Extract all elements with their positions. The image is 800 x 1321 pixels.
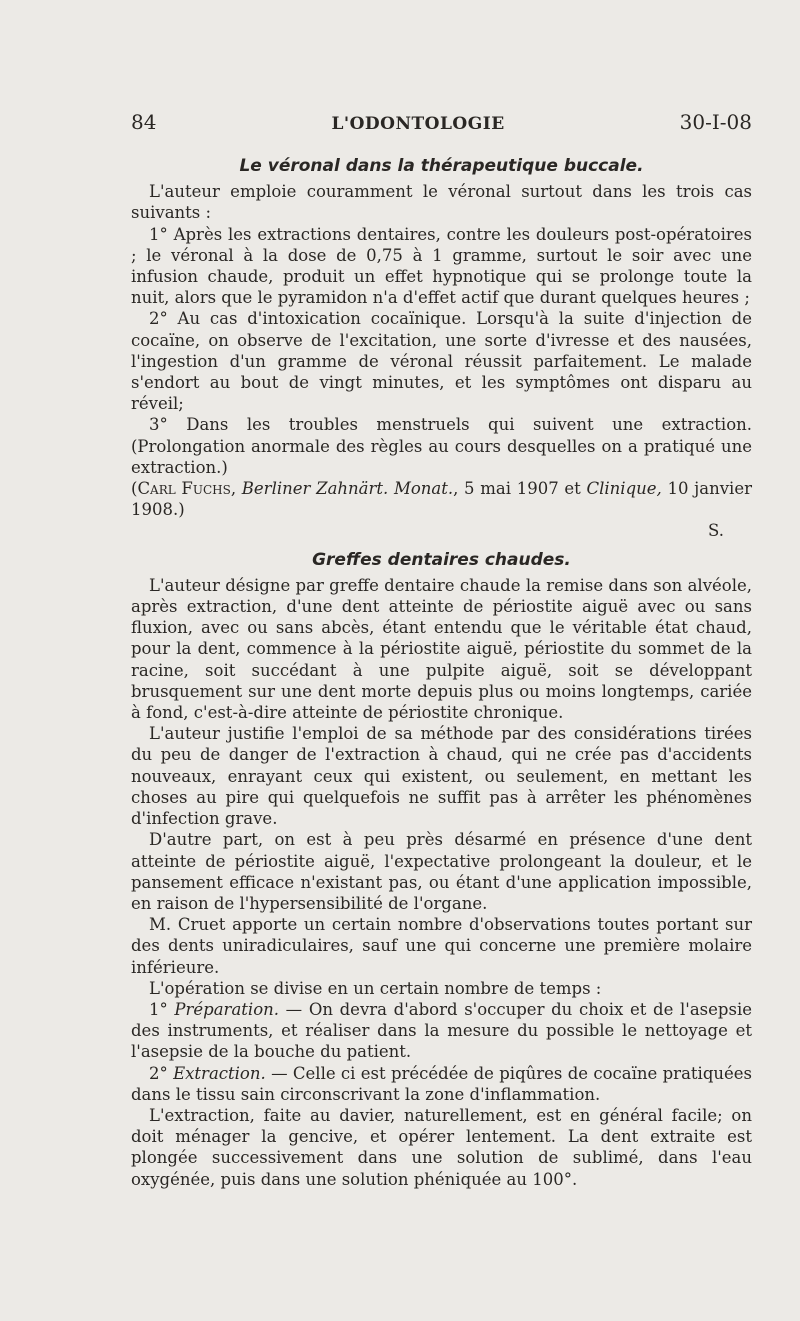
section-title-veronal: Le véronal dans la thérapeutique buccale. <box>239 156 644 176</box>
citation-author: Carl Fuchs <box>137 479 231 499</box>
citation-journal: Berliner Zahnärt. Monat. <box>241 479 454 499</box>
signature: S. <box>708 521 724 541</box>
journal-title: L'ODONTOLOGIE <box>331 114 505 134</box>
citation-end: 10 janvier 1908.) <box>131 479 752 520</box>
paragraph: 1° Après les extractions dentaires, contre les douleurs post-opératoires ; le véronal à la dose de 0,75 à 1 gramme, surtout le soir avec une infusion chaude, produit un effet hypnotique qui se prolonge toute la nuit, alors que le pyramidon n'a d'effet actif que durant quelques heures ; <box>131 224 752 308</box>
page-number: 84 <box>131 110 157 134</box>
step-number: 2° <box>149 1063 174 1083</box>
paragraph: 2° Au cas d'intoxication cocaïnique. Lorsqu'à la suite d'injection de cocaïne, on observe de l'excitation, une sorte d'ivresse et des nausées, l'ingestion d'un gramme de véronal réussit parfaitement. Le malade s'endort au bout de vingt minutes, et les symptômes ont disparu au réveil; <box>131 309 752 414</box>
paragraph: L'opération se divise en un certain nombre de temps : <box>149 978 602 998</box>
citation-journal-2: Clinique, <box>586 479 662 499</box>
step-text: — Celle ci est précédée de piqûres de cocaïne pratiquées dans le tissu sain circonscrivant la zone d'inflammation. <box>131 1063 752 1104</box>
paragraph-preparation <box>131 999 752 1063</box>
paragraph: 3° Dans les troubles menstruels qui suivent une extraction. (Prolongation anormale des règles au cours desquelles on a pratiqué une extraction.) <box>131 415 752 477</box>
running-header <box>131 110 752 138</box>
section-title-greffes: Greffes dentaires chaudes. <box>312 549 571 570</box>
paragraph-extraction <box>131 1063 752 1105</box>
step-label: Préparation. <box>174 999 279 1019</box>
issue-date: 30-I-08 <box>679 110 752 134</box>
step-text: — On devra d'abord s'occuper du choix et de l'asepsie des instruments, et réaliser dans la mesure du possible le nettoyage et l'asepsie de la bouche du patient. <box>131 999 752 1062</box>
paragraph: M. Cruet apporte un certain nombre d'observations toutes portant sur des dents uniradiculaires, sauf une qui concerne une première molaire inférieure. <box>131 915 752 977</box>
citation-open: ( <box>131 479 138 499</box>
paragraph: L'auteur justifie l'emploi de sa méthode par des considérations tirées du peu de danger de l'extraction à chaud, qui ne crée pas d'accidents nouveaux, enrayant ceux qui existent, ou seulement, en mettant les choses au pire qui quelquefois ne suffit pas à arrêter les phénomènes d'infection grave. <box>131 724 752 829</box>
citation-sep: , <box>230 479 242 499</box>
paragraph: L'extraction, faite au davier, naturellement, est en général facile; on doit ménager la gencive, et opérer lentement. La dent extraite est plongée successivement dans une solution de sublimé, dans l'eau oxygénée, puis dans une solution phéniquée au 100°. <box>131 1105 752 1189</box>
paragraph: D'autre part, on est à peu près désarmé en présence d'une dent atteinte de périostite aiguë, l'expectative prolongeant la douleur, et le pansement efficace n'existant pas, ou étant d'une application impossible, en raison de l'hypersensibilité de l'organe. <box>131 830 752 913</box>
paragraph: L'auteur désigne par greffe dentaire chaude la remise dans son alvéole, après extraction, d'une dent atteinte de périostite aiguë avec ou sans fluxion, avec ou sans abcès, étant entendu que le véritable état chaud, pour la dent, commence à la périostite aiguë, périostite du sommet de la racine, soit succédant à une pulpite aiguë, soit se développant brusquement sur une dent morte depuis plus ou moins longtemps, cariée à fond, c'est-à-dire atteinte de périostite chronique. <box>131 575 752 723</box>
step-label: Extraction. <box>173 1063 266 1083</box>
citation-date: , 5 mai 1907 et <box>453 479 587 499</box>
step-number: 1° <box>149 999 175 1019</box>
paragraph: L'auteur emploie couramment le véronal surtout dans les trois cas suivants : <box>131 182 752 223</box>
article-body <box>131 156 752 1190</box>
citation <box>131 478 752 520</box>
